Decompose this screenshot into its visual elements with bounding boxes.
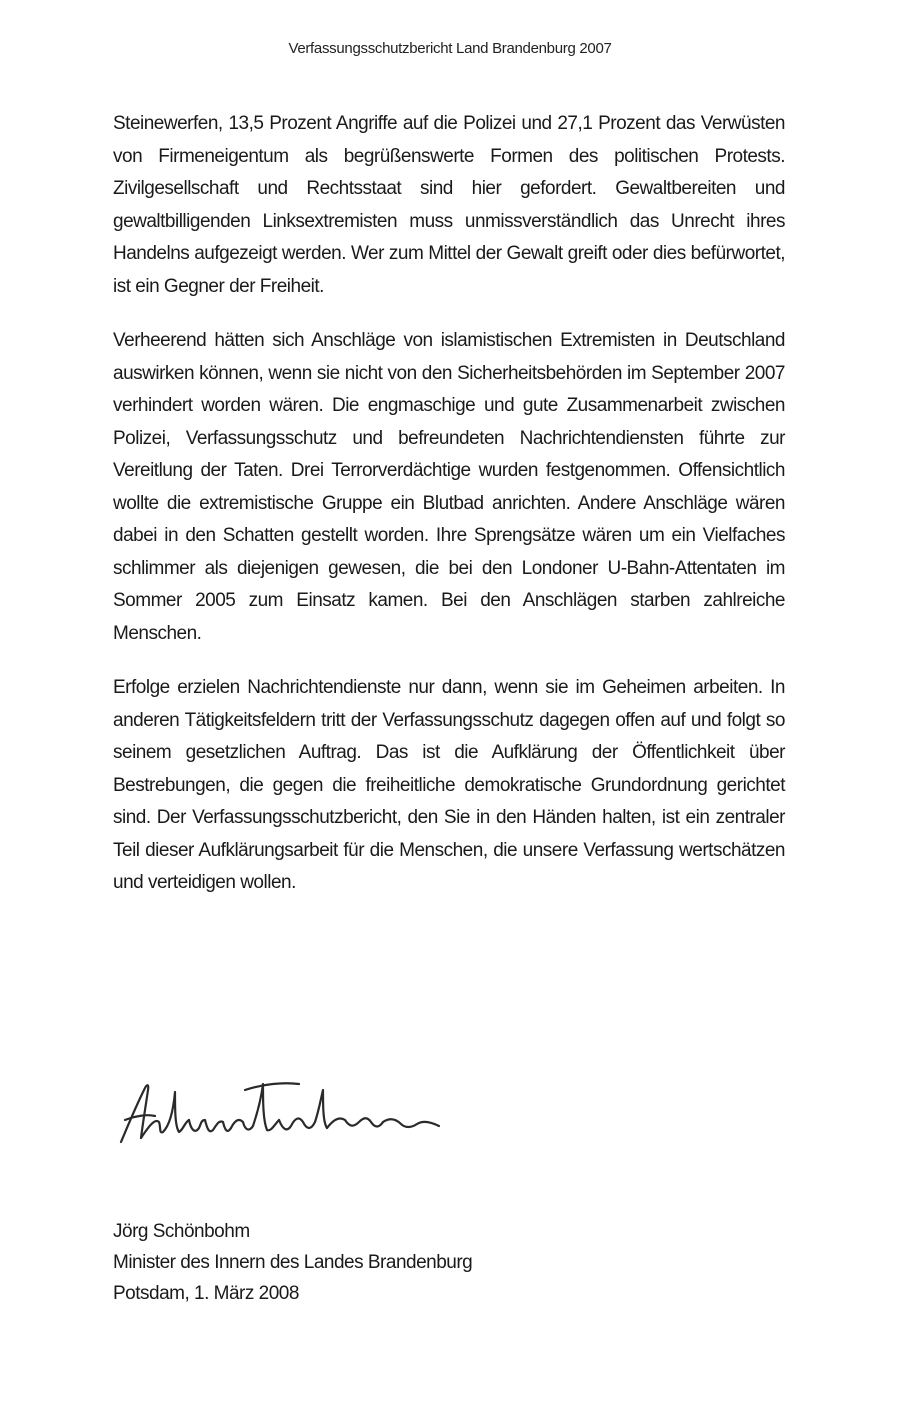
paragraph-3: Erfolge erzielen Nachrichtendienste nur dann, wenn sie im Geheimen arbeiten. In anderen Tätigkeitsfeldern tritt der Verfassungsschutz dagegen offen auf und folgt so seinem gesetzlichen Auftrag. Das ist die Aufklärung der Öffentlichkeit über Bestrebungen, die gegen die freiheitliche demokratische Grundordnung gerichtet sind. Der Verfassungsschutzbericht, den Sie in den Händen halten, ist ein zentraler Teil dieser Aufklärungsarbeit für die Menschen, die unsere Verfassung wertschätzen und verteidigen wollen. [113, 677, 785, 893]
signer-name: Jörg Schönbohm [113, 1221, 250, 1242]
body-text [113, 108, 785, 922]
signoff-block [113, 1216, 472, 1309]
running-header: Verfassungsschutzbericht Land Brandenburg 2007 [288, 40, 612, 57]
signer-position: Minister des Innern des Landes Brandenburg [113, 1252, 473, 1273]
paragraph-1: Steinewerfen, 13,5 Prozent Angriffe auf die Polizei und 27,1 Prozent das Verwüsten von Firmeneigentum als begrüßenswerte Formen des politischen Protests. Zivilgesellschaft und Rechtsstaat sind hier gefordert. Gewaltbereiten und gewaltbilligenden Linksextremisten muss unmissverständlich das Unrecht ihres Handelns aufgezeigt werden. Wer zum Mittel der Gewalt greift oder dies befürwortet, ist ein Gegner der Freiheit. [113, 113, 785, 297]
place-date: Potsdam, 1. März 2008 [113, 1283, 299, 1304]
handwritten-signature [113, 1070, 453, 1160]
paragraph-2: Verheerend hätten sich Anschläge von islamistischen Extremisten in Deutschland auswirken können, wenn sie nicht von den Sicherheitsbehörden im September 2007 verhindert worden wären. Die engmaschige und gute Zusammenarbeit zwischen Polizei, Verfassungsschutz und befreundeten Nachrichtendiensten führte zur Vereitlung der Taten. Drei Terrorverdächtige wurden festgenommen. Offensichtlich wollte die extremistische Gruppe ein Blutbad anrichten. Andere Anschläge wären dabei in den Schatten gestellt worden. Ihre Sprengsätze wären um ein Vielfaches schlimmer als diejenigen gewesen, die bei den Londoner U-Bahn-Attentaten im Sommer 2005 zum Einsatz kamen. Bei den Anschlägen starben zahlreiche Menschen. [113, 330, 785, 644]
signature-image [113, 1070, 453, 1160]
